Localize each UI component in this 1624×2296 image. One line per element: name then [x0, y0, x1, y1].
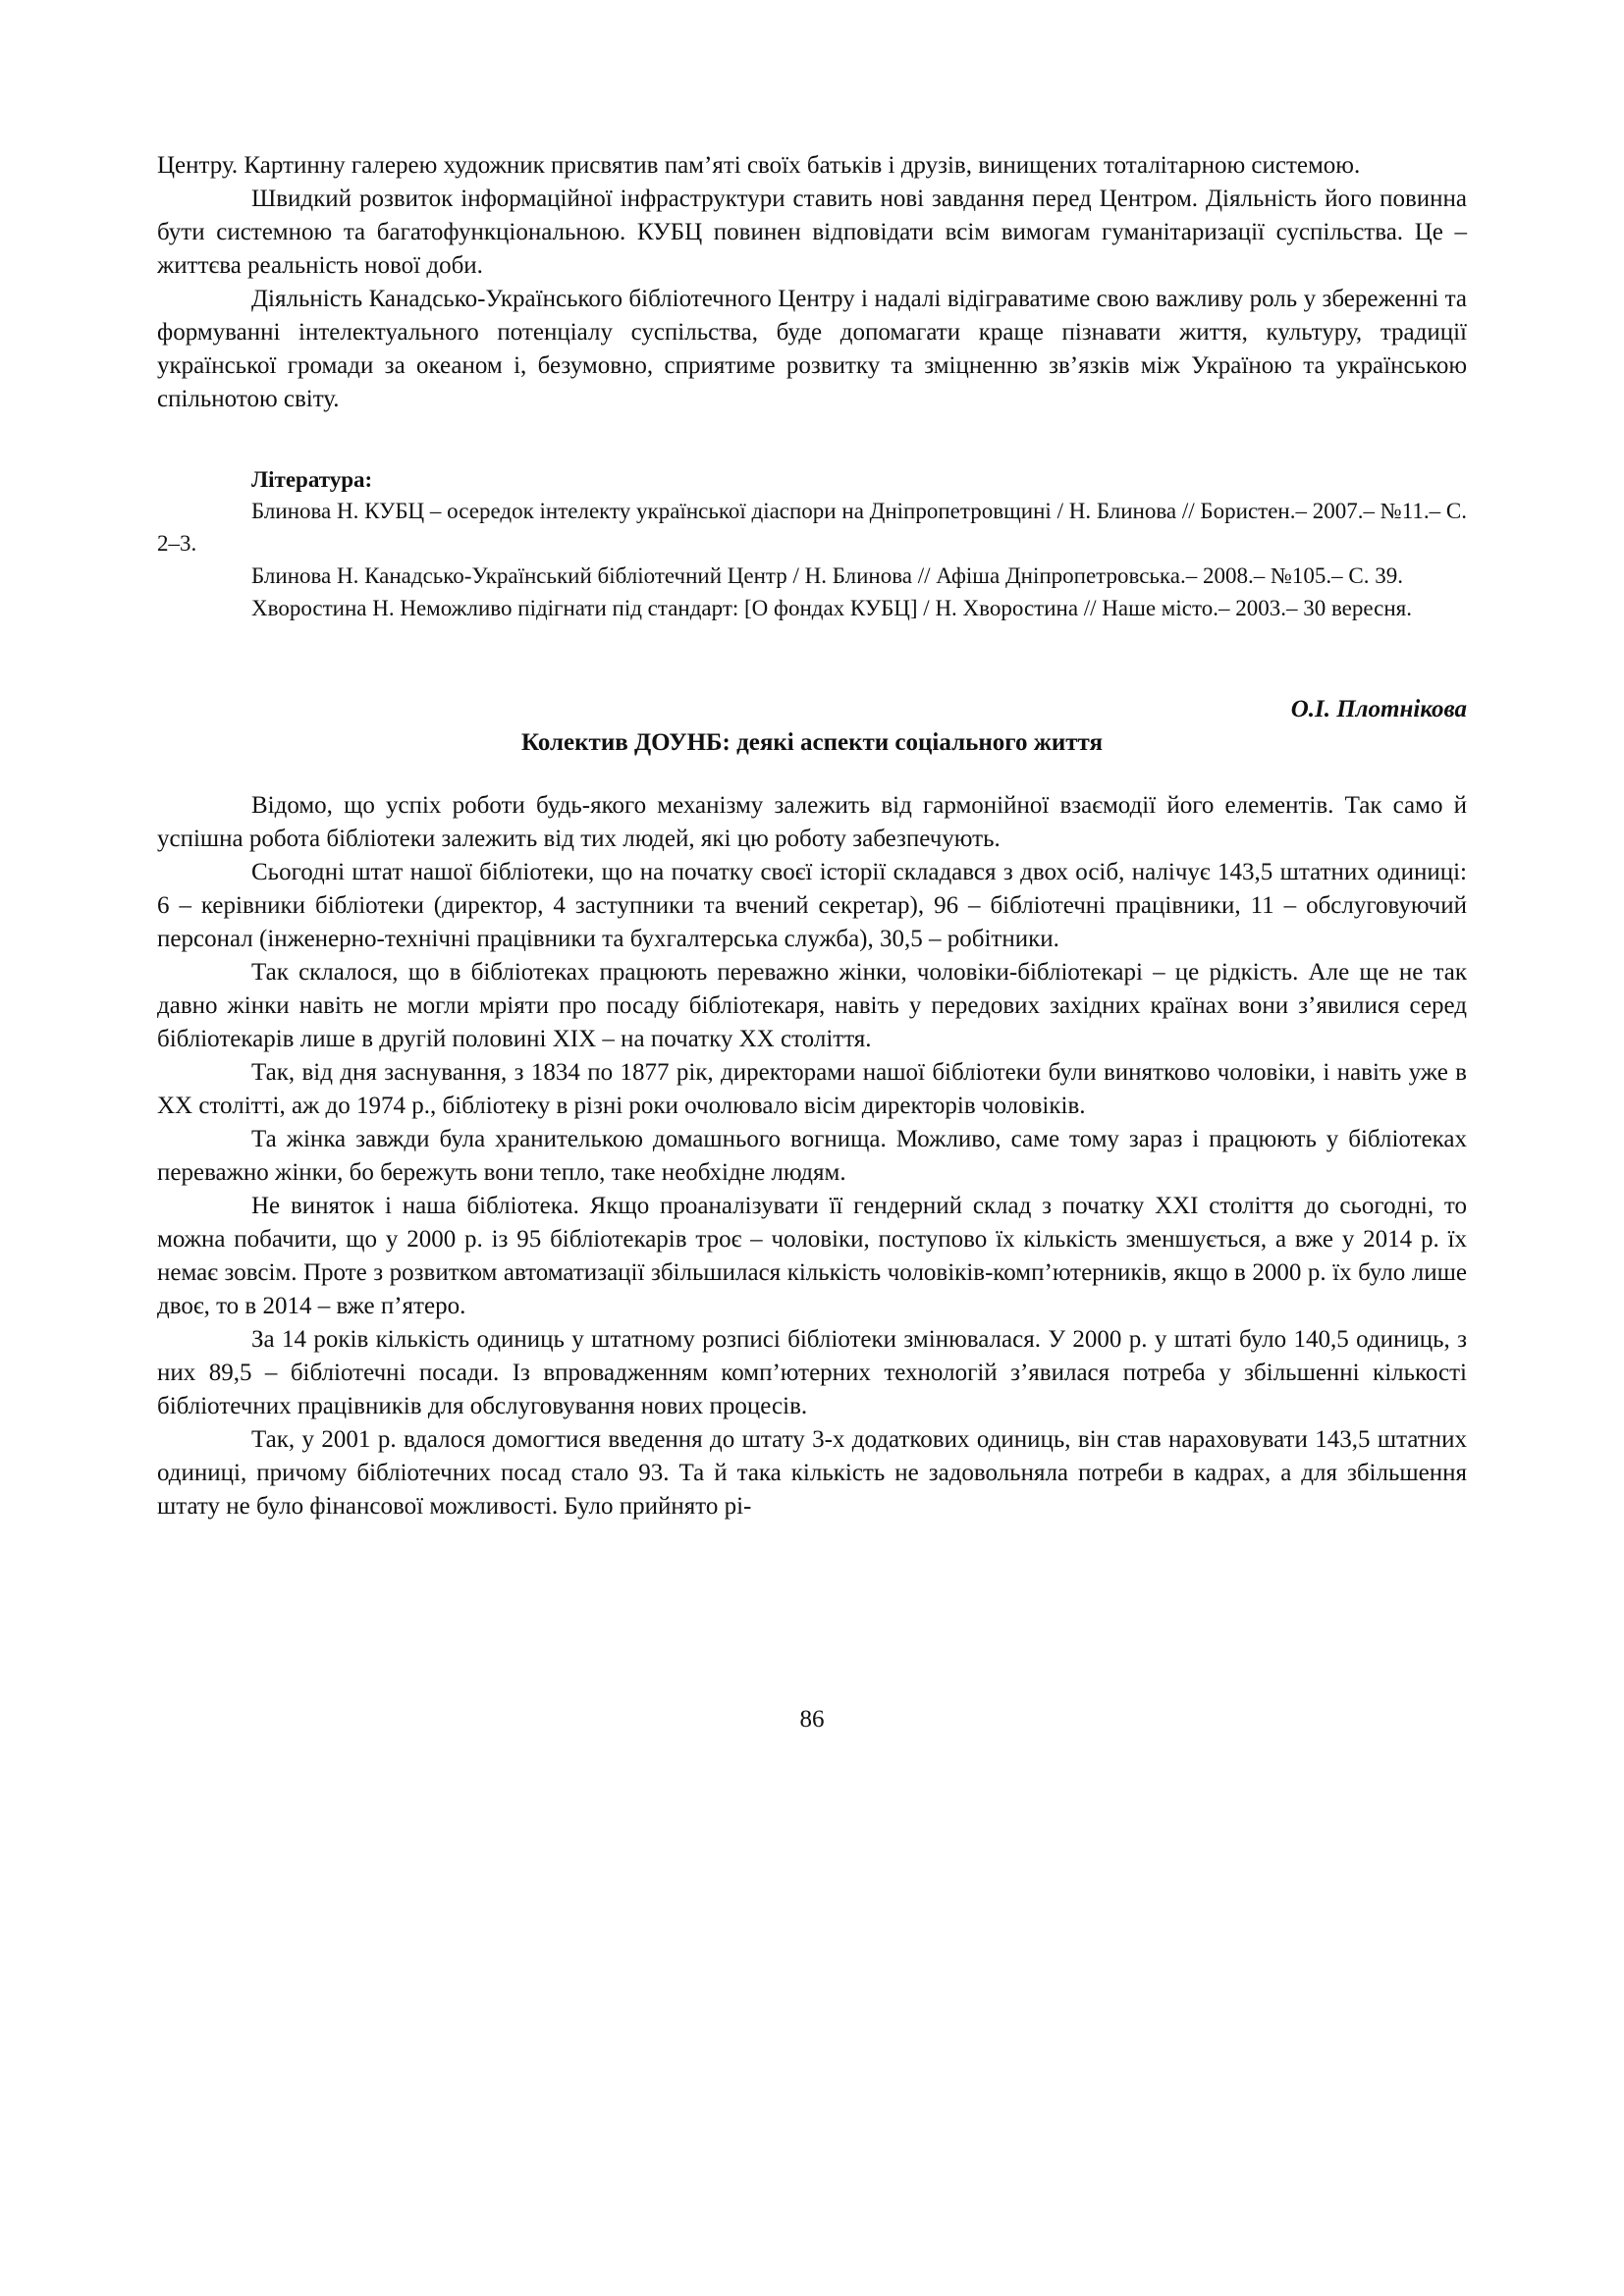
references-section [157, 465, 1467, 624]
reference-item: Хворостина Н. Неможливо підігнати під стандарт: [О фондах КУБЦ] / Н. Хворостина // Наше місто.– 2003.– 30 вересня. [251, 596, 1413, 620]
article-body [157, 789, 1467, 1523]
reference-item: Блинова Н. КУБЦ – осередок інтелекту української діаспори на Дніпропетровщині / Н. Блинова // Бористен.– 2007.– №11.– С. 2–3. [157, 499, 1467, 556]
page-number: 86 [799, 1706, 825, 1733]
body-paragraph: Так, у 2001 р. вдалося домогтися введення до штату 3-х додаткових одиниць, він став нараховувати 143,5 штатних одиниці, причому бібліотечних посад стало 93. Та й така кількість не задовольняла потреби в кадрах, а для збільшення штату не було фінансової можливості. Було прийнято рі- [157, 1426, 1467, 1520]
page-content [157, 149, 1467, 1523]
body-paragraph: Відомо, що успіх роботи будь-якого механізму залежить від гармонійної взаємодії його елементів. Так само й успішна робота бібліотеки залежить від тих людей, які цю роботу забезпечують. [157, 792, 1467, 852]
article-title: Колектив ДОУНБ: деякі аспекти соціального життя [520, 729, 1104, 756]
body-paragraph: Так, від дня заснування, з 1834 по 1877 рік, директорами нашої бібліотеки були винятково чоловіки, і навіть уже в XX столітті, аж до 1974 р., бібліотеку в різні роки очолювало вісім директорів чоловіків. [157, 1059, 1467, 1119]
reference-item: Блинова Н. Канадсько-Український бібліотечний Центр / Н. Блинова // Афіша Дніпропетровська.– 2008.– №105.– С. 39. [251, 563, 1403, 588]
body-paragraph: Не виняток і наша бібліотека. Якщо проаналізувати її гендерний склад з початку XXI століття до сьогодні, то можна побачити, що у 2000 р. із 95 бібліотекарів троє – чоловіки, поступово їх кількість зменшується, а вже у 2014 р. їх немає зовсім. Проте з розвитком автоматизації збільшилася кількість чоловіків-комп’ютерників, якщо в 2000 р. їх було лише двоє, то в 2014 – вже п’ятеро. [157, 1193, 1467, 1319]
body-paragraph: Так склалося, що в бібліотеках працюють переважно жінки, чоловіки-бібліотекарі – це рідкість. Але ще не так давно жінки навіть не могли мріяти про посаду бібліотекаря, навіть у передових західних країнах вони з’явилися серед бібліотекарів лише в другій половині XIX – на початку XX століття. [157, 959, 1467, 1052]
references-heading: Література: [251, 467, 373, 492]
body-paragraph: Та жінка завжди була хранителькою домашнього вогнища. Можливо, саме тому зараз і працюють у бібліотеках переважно жінки, бо бережуть вони тепло, таке необхідне людям. [157, 1126, 1467, 1186]
body-paragraph: Центру. Картинну галерею художник присвятив пам’яті своїх батьків і друзів, винищених тоталітарною системою. [157, 152, 1361, 179]
body-paragraph: Швидкий розвиток інформаційної інфраструктури ставить нові завдання перед Центром. Діяльність його повинна бути системною та багатофункціональною. КУБЦ повинен відповідати всім вимогам гуманітаризації суспільства. Це – життєва реальність нової доби. [157, 186, 1467, 279]
body-paragraph: Діяльність Канадсько-Українського бібліотечного Центру і надалі відіграватиме свою важливу роль у збереженні та формуванні інтелектуального потенціалу суспільства, буде допомагати краще пізнавати життя, культуру, традиції української громади за океаном і, безумовно, сприятиме розвитку та зміцненню зв’язків між Україною та українською спільнотою світу. [157, 286, 1467, 412]
previous-article-ending [157, 149, 1467, 416]
article-header [157, 693, 1467, 760]
body-paragraph: Сьогодні штат нашої бібліотеки, що на початку своєї історії складався з двох осіб, налічує 143,5 штатних одиниці: 6 – керівники бібліотеки (директор, 4 заступники та вчений секретар), 96 – бібліотечні працівники, 11 – обслуговуючий персонал (інженерно-технічні працівники та бухгалтерська служба), 30,5 – робітники. [157, 859, 1467, 952]
article-author: О.І. Плотнікова [1290, 696, 1467, 722]
body-paragraph: За 14 років кількість одиниць у штатному розписі бібліотеки змінювалася. У 2000 р. у штаті було 140,5 одиниць, з них 89,5 – бібліотечні посади. Із впровадженням комп’ютерних технологій з’явилася потреба у збільшенні кількості бібліотечних працівників для обслуговування нових процесів. [157, 1326, 1467, 1419]
